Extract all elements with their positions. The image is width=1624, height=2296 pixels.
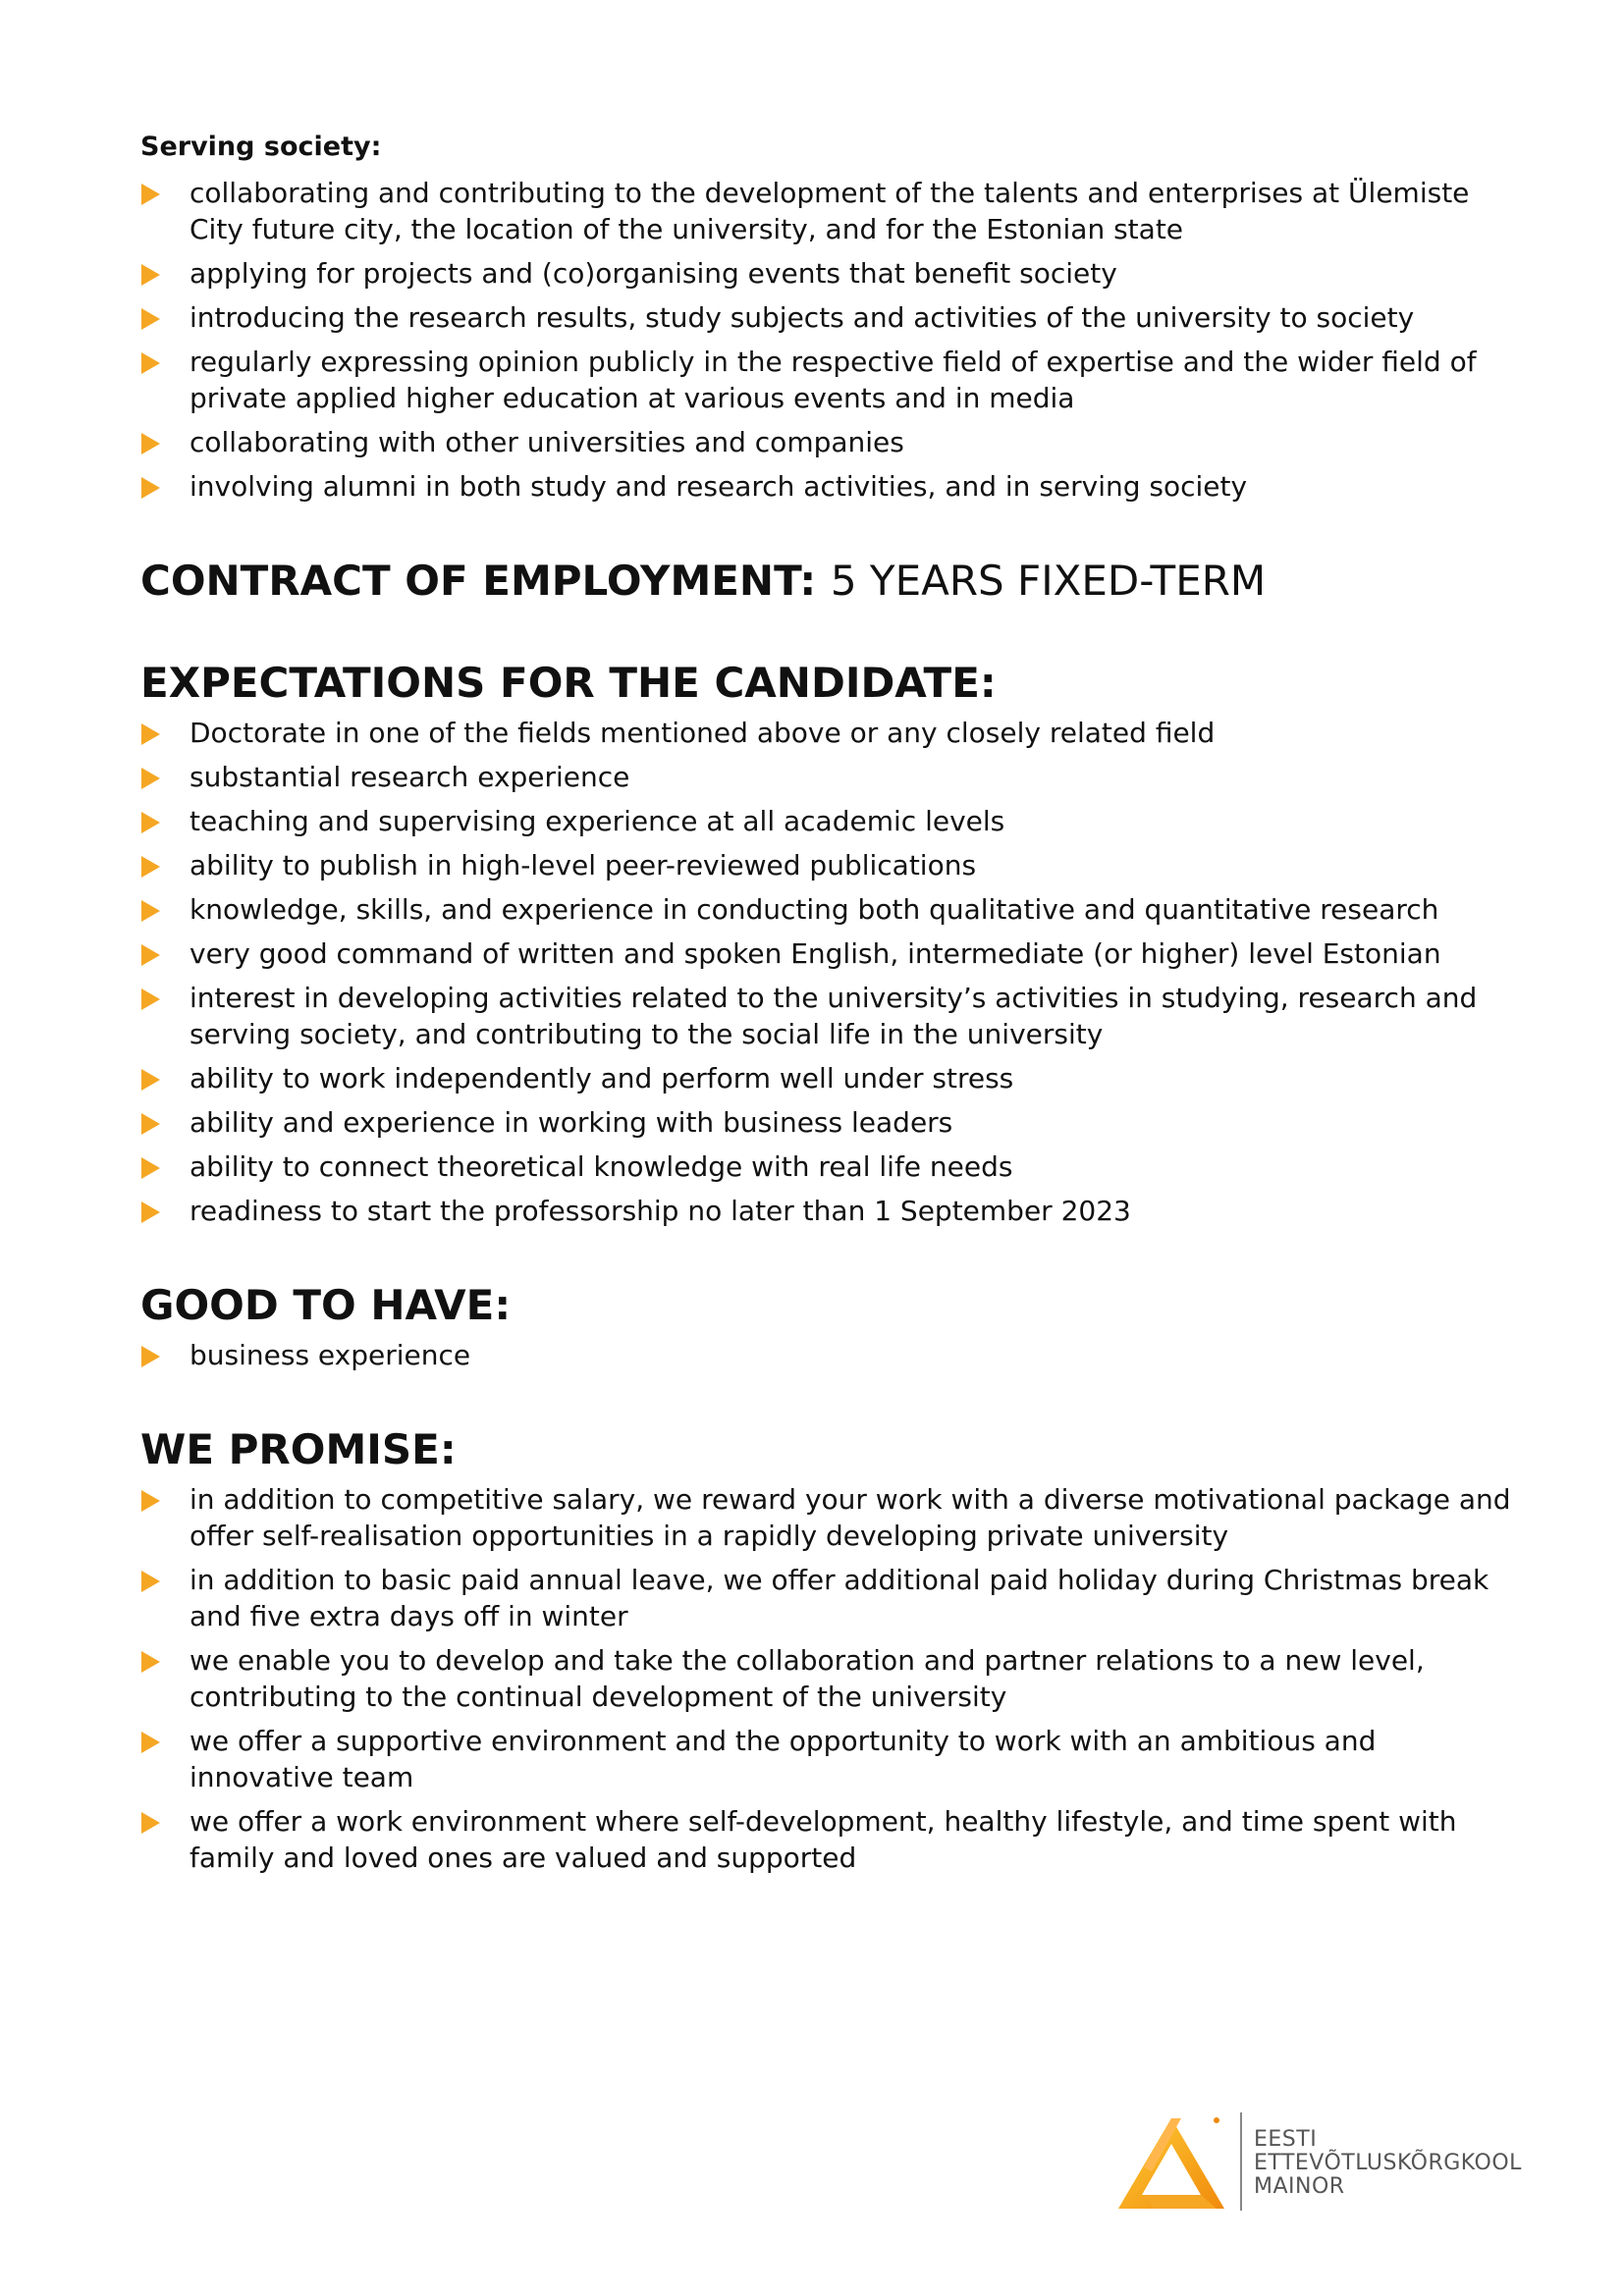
serving-society-label: Serving society: xyxy=(140,132,382,162)
list-item xyxy=(140,1060,1515,1096)
bullet-triangle-icon xyxy=(141,856,160,878)
list-item-text: ability and experience in working with business leaders xyxy=(189,1106,953,1139)
list-item xyxy=(140,344,1515,416)
good-to-have-heading: GOOD TO HAVE: xyxy=(140,1281,512,1329)
bullet-triangle-icon xyxy=(141,1113,160,1135)
bullet-triangle-icon xyxy=(141,1346,160,1367)
list-item xyxy=(140,980,1515,1052)
bullet-triangle-icon xyxy=(141,1732,160,1753)
logo-divider xyxy=(1240,2112,1242,2211)
list-item xyxy=(140,1803,1515,1876)
list-item-text: we offer a supportive environment and the opportunity to work with an ambitious and innovative team xyxy=(189,1725,1377,1793)
list-item-text: business experience xyxy=(189,1339,471,1371)
bullet-triangle-icon xyxy=(141,1157,160,1179)
list-item-text: substantial research experience xyxy=(189,761,630,793)
list-item xyxy=(140,1337,1515,1373)
list-item-text: introducing the research results, study subjects and activities of the university to society xyxy=(189,301,1415,334)
list-item-text: ability to connect theoretical knowledge with real life needs xyxy=(189,1150,1013,1183)
list-item-text: in addition to competitive salary, we reward your work with a diverse motivational package and offer self-realisation opportunities in a rapidly developing private university xyxy=(189,1483,1511,1552)
list-item xyxy=(140,1562,1515,1634)
bullet-triangle-icon xyxy=(141,1651,160,1673)
list-item-text: applying for projects and (co)organising events that benefit society xyxy=(189,257,1117,290)
list-item xyxy=(140,1642,1515,1715)
logo-line-1: EESTI xyxy=(1254,2127,1318,2152)
list-item xyxy=(140,935,1515,972)
bullet-triangle-icon xyxy=(141,1490,160,1512)
list-item-text: regularly expressing opinion publicly in the respective field of expertise and the wider field of private applied higher education at various events and in media xyxy=(189,346,1477,414)
list-item-text: we enable you to develop and take the collaboration and partner relations to a new level, contributing to the continual development of the university xyxy=(189,1644,1425,1713)
list-item xyxy=(140,1723,1515,1795)
list-item-text: we offer a work environment where self-development, healthy lifestyle, and time spent with family and loved ones are valued and supported xyxy=(189,1805,1457,1874)
list-item xyxy=(140,1104,1515,1141)
bullet-triangle-icon xyxy=(141,308,160,330)
bullet-triangle-icon xyxy=(141,433,160,454)
list-item-text: very good command of written and spoken English, intermediate (or higher) level Estonian xyxy=(189,937,1441,970)
list-item-text: in addition to basic paid annual leave, we offer additional paid holiday during Christmas break and five extra days off in winter xyxy=(189,1564,1489,1632)
expectations-heading: EXPECTATIONS FOR THE CANDIDATE: xyxy=(140,659,997,707)
list-item-text: readiness to start the professorship no later than 1 September 2023 xyxy=(189,1195,1131,1227)
list-item xyxy=(140,424,1515,460)
logo-line-3: MAINOR xyxy=(1254,2174,1345,2199)
we-promise-heading: WE PROMISE: xyxy=(140,1425,457,1473)
bullet-triangle-icon xyxy=(141,768,160,789)
mainor-logo xyxy=(1114,2110,1537,2218)
list-item-text: ability to work independently and perform well under stress xyxy=(189,1062,1014,1095)
contract-label: CONTRACT OF EMPLOYMENT: xyxy=(140,557,817,605)
list-item xyxy=(140,1481,1515,1554)
bullet-triangle-icon xyxy=(141,1571,160,1592)
list-item xyxy=(140,1148,1515,1185)
bullet-triangle-icon xyxy=(141,1201,160,1223)
list-item xyxy=(140,803,1515,839)
list-item-text: collaborating and contributing to the development of the talents and enterprises at Ülemiste City future city, the location of the university, and for the Estonian state xyxy=(189,177,1470,245)
list-item-text: interest in developing activities related to the university’s activities in studying, research and serving society, and contributing to the social life in the university xyxy=(189,982,1478,1050)
bullet-triangle-icon xyxy=(141,184,160,205)
list-item xyxy=(140,847,1515,883)
logo-line-2: ETTEVÕTLUSKÕRGKOOL xyxy=(1254,2151,1522,2175)
list-item xyxy=(140,759,1515,795)
list-item-text: ability to publish in high-level peer-reviewed publications xyxy=(189,849,977,881)
bullet-triangle-icon xyxy=(141,900,160,922)
list-item xyxy=(140,468,1515,505)
bullet-triangle-icon xyxy=(141,988,160,1010)
bullet-triangle-icon xyxy=(141,477,160,499)
bullet-triangle-icon xyxy=(141,812,160,833)
expectations-list xyxy=(140,715,1515,1229)
document-page xyxy=(140,130,1515,1884)
list-item xyxy=(140,299,1515,336)
bullet-triangle-icon xyxy=(141,944,160,966)
contract-value: 5 YEARS FIXED-TERM xyxy=(830,557,1267,605)
we-promise-list xyxy=(140,1481,1515,1876)
list-item-text: knowledge, skills, and experience in conducting both qualitative and quantitative research xyxy=(189,893,1439,926)
list-item-text: involving alumni in both study and research activities, and in serving society xyxy=(189,470,1248,503)
bullet-triangle-icon xyxy=(141,1812,160,1834)
serving-society-list xyxy=(140,175,1515,505)
contract-heading xyxy=(140,556,1515,607)
list-item-text: collaborating with other universities and companies xyxy=(189,426,904,458)
list-item xyxy=(140,891,1515,928)
list-item xyxy=(140,1193,1515,1229)
mainor-triangle-logo-icon xyxy=(1114,2110,1232,2218)
bullet-triangle-icon xyxy=(141,1069,160,1091)
list-item xyxy=(140,715,1515,751)
good-to-have-list xyxy=(140,1337,1515,1373)
bullet-triangle-icon xyxy=(141,264,160,286)
logo-wordmark xyxy=(1254,2128,1522,2199)
list-item xyxy=(140,255,1515,292)
list-item-text: teaching and supervising experience at all academic levels xyxy=(189,805,1005,837)
bullet-triangle-icon xyxy=(141,352,160,374)
list-item xyxy=(140,175,1515,247)
list-item-text: Doctorate in one of the fields mentioned above or any closely related field xyxy=(189,717,1216,749)
bullet-triangle-icon xyxy=(141,723,160,745)
